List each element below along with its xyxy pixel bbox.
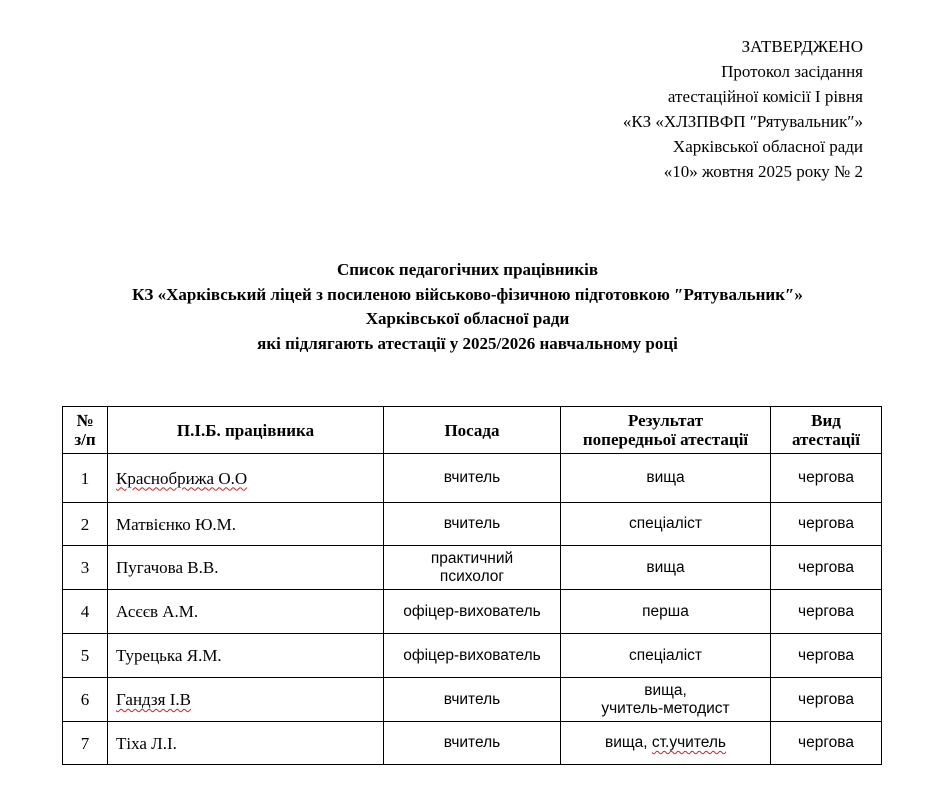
cell-name: Турецька Я.М. — [108, 634, 384, 678]
approval-heading: ЗАТВЕРДЖЕНО — [741, 37, 863, 56]
cell-type: чергова — [771, 590, 882, 634]
cell-result: вища — [561, 454, 771, 503]
cell-result: вища — [561, 546, 771, 590]
cell-position: вчитель — [384, 454, 561, 503]
cell-position: вчитель — [384, 722, 561, 765]
cell-name: Асєєв А.М. — [108, 590, 384, 634]
table-row — [63, 546, 882, 590]
cell-type: чергова — [771, 546, 882, 590]
staff-table — [62, 406, 882, 765]
cell-position: офіцер-вихователь — [384, 634, 561, 678]
cell-num: 7 — [63, 722, 108, 765]
cell-position: вчитель — [384, 678, 561, 722]
cell-num: 3 — [63, 546, 108, 590]
cell-num: 2 — [63, 503, 108, 546]
table-row — [63, 722, 882, 765]
table-row — [63, 503, 882, 546]
cell-position: офіцер-вихователь — [384, 590, 561, 634]
cell-num: 1 — [63, 454, 108, 503]
header-result: Результат попередньої атестації — [561, 407, 771, 454]
title-line: Харківської обласної ради — [365, 309, 570, 328]
header-name: П.І.Б. працівника — [108, 407, 384, 454]
cell-name: Пугачова В.В. — [108, 546, 384, 590]
table-row — [63, 590, 882, 634]
cell-num: 6 — [63, 678, 108, 722]
table-row — [63, 678, 882, 722]
cell-type: чергова — [771, 634, 882, 678]
approval-block — [623, 34, 863, 184]
approval-line: атестаційної комісії І рівня — [667, 87, 863, 106]
title-line: КЗ «Харківський ліцей з посиленою військово-фізичною підготовкою ″Рятувальник″» — [132, 284, 803, 304]
cell-result: спеціаліст — [561, 634, 771, 678]
cell-type: чергова — [771, 678, 882, 722]
cell-name: Гандзя І.В — [108, 678, 384, 722]
table-row — [63, 634, 882, 678]
cell-result: вища, учитель-методист — [561, 678, 771, 722]
cell-position: вчитель — [384, 503, 561, 546]
approval-line: «КЗ «ХЛЗПВФП ″Рятувальник″» — [622, 112, 863, 131]
approval-date: «10» жовтня 2025 року № 2 — [663, 162, 863, 181]
cell-num: 4 — [63, 590, 108, 634]
document-title — [0, 258, 935, 356]
header-position: Посада — [384, 407, 561, 454]
table-row — [63, 454, 882, 503]
cell-num: 5 — [63, 634, 108, 678]
approval-line: Харківської обласної ради — [672, 137, 863, 156]
cell-type: чергова — [771, 722, 882, 765]
table-header-row — [63, 407, 882, 454]
cell-result: перша — [561, 590, 771, 634]
cell-type: чергова — [771, 454, 882, 503]
cell-type: чергова — [771, 503, 882, 546]
cell-result: вища, ст.учитель — [561, 722, 771, 765]
cell-position: практичний психолог — [384, 546, 561, 590]
cell-name: Тіха Л.І. — [108, 722, 384, 765]
header-type: Вид атестації — [771, 407, 882, 454]
cell-name: Краснобрижа О.О — [108, 454, 384, 503]
cell-result: спеціаліст — [561, 503, 771, 546]
title-line: які підлягають атестації у 2025/2026 навчальному році — [257, 333, 678, 353]
approval-line: Протокол засідання — [721, 62, 863, 81]
header-num: № з/п — [63, 407, 108, 454]
cell-name: Матвієнко Ю.М. — [108, 503, 384, 546]
title-line: Список педагогічних працівників — [336, 260, 599, 279]
